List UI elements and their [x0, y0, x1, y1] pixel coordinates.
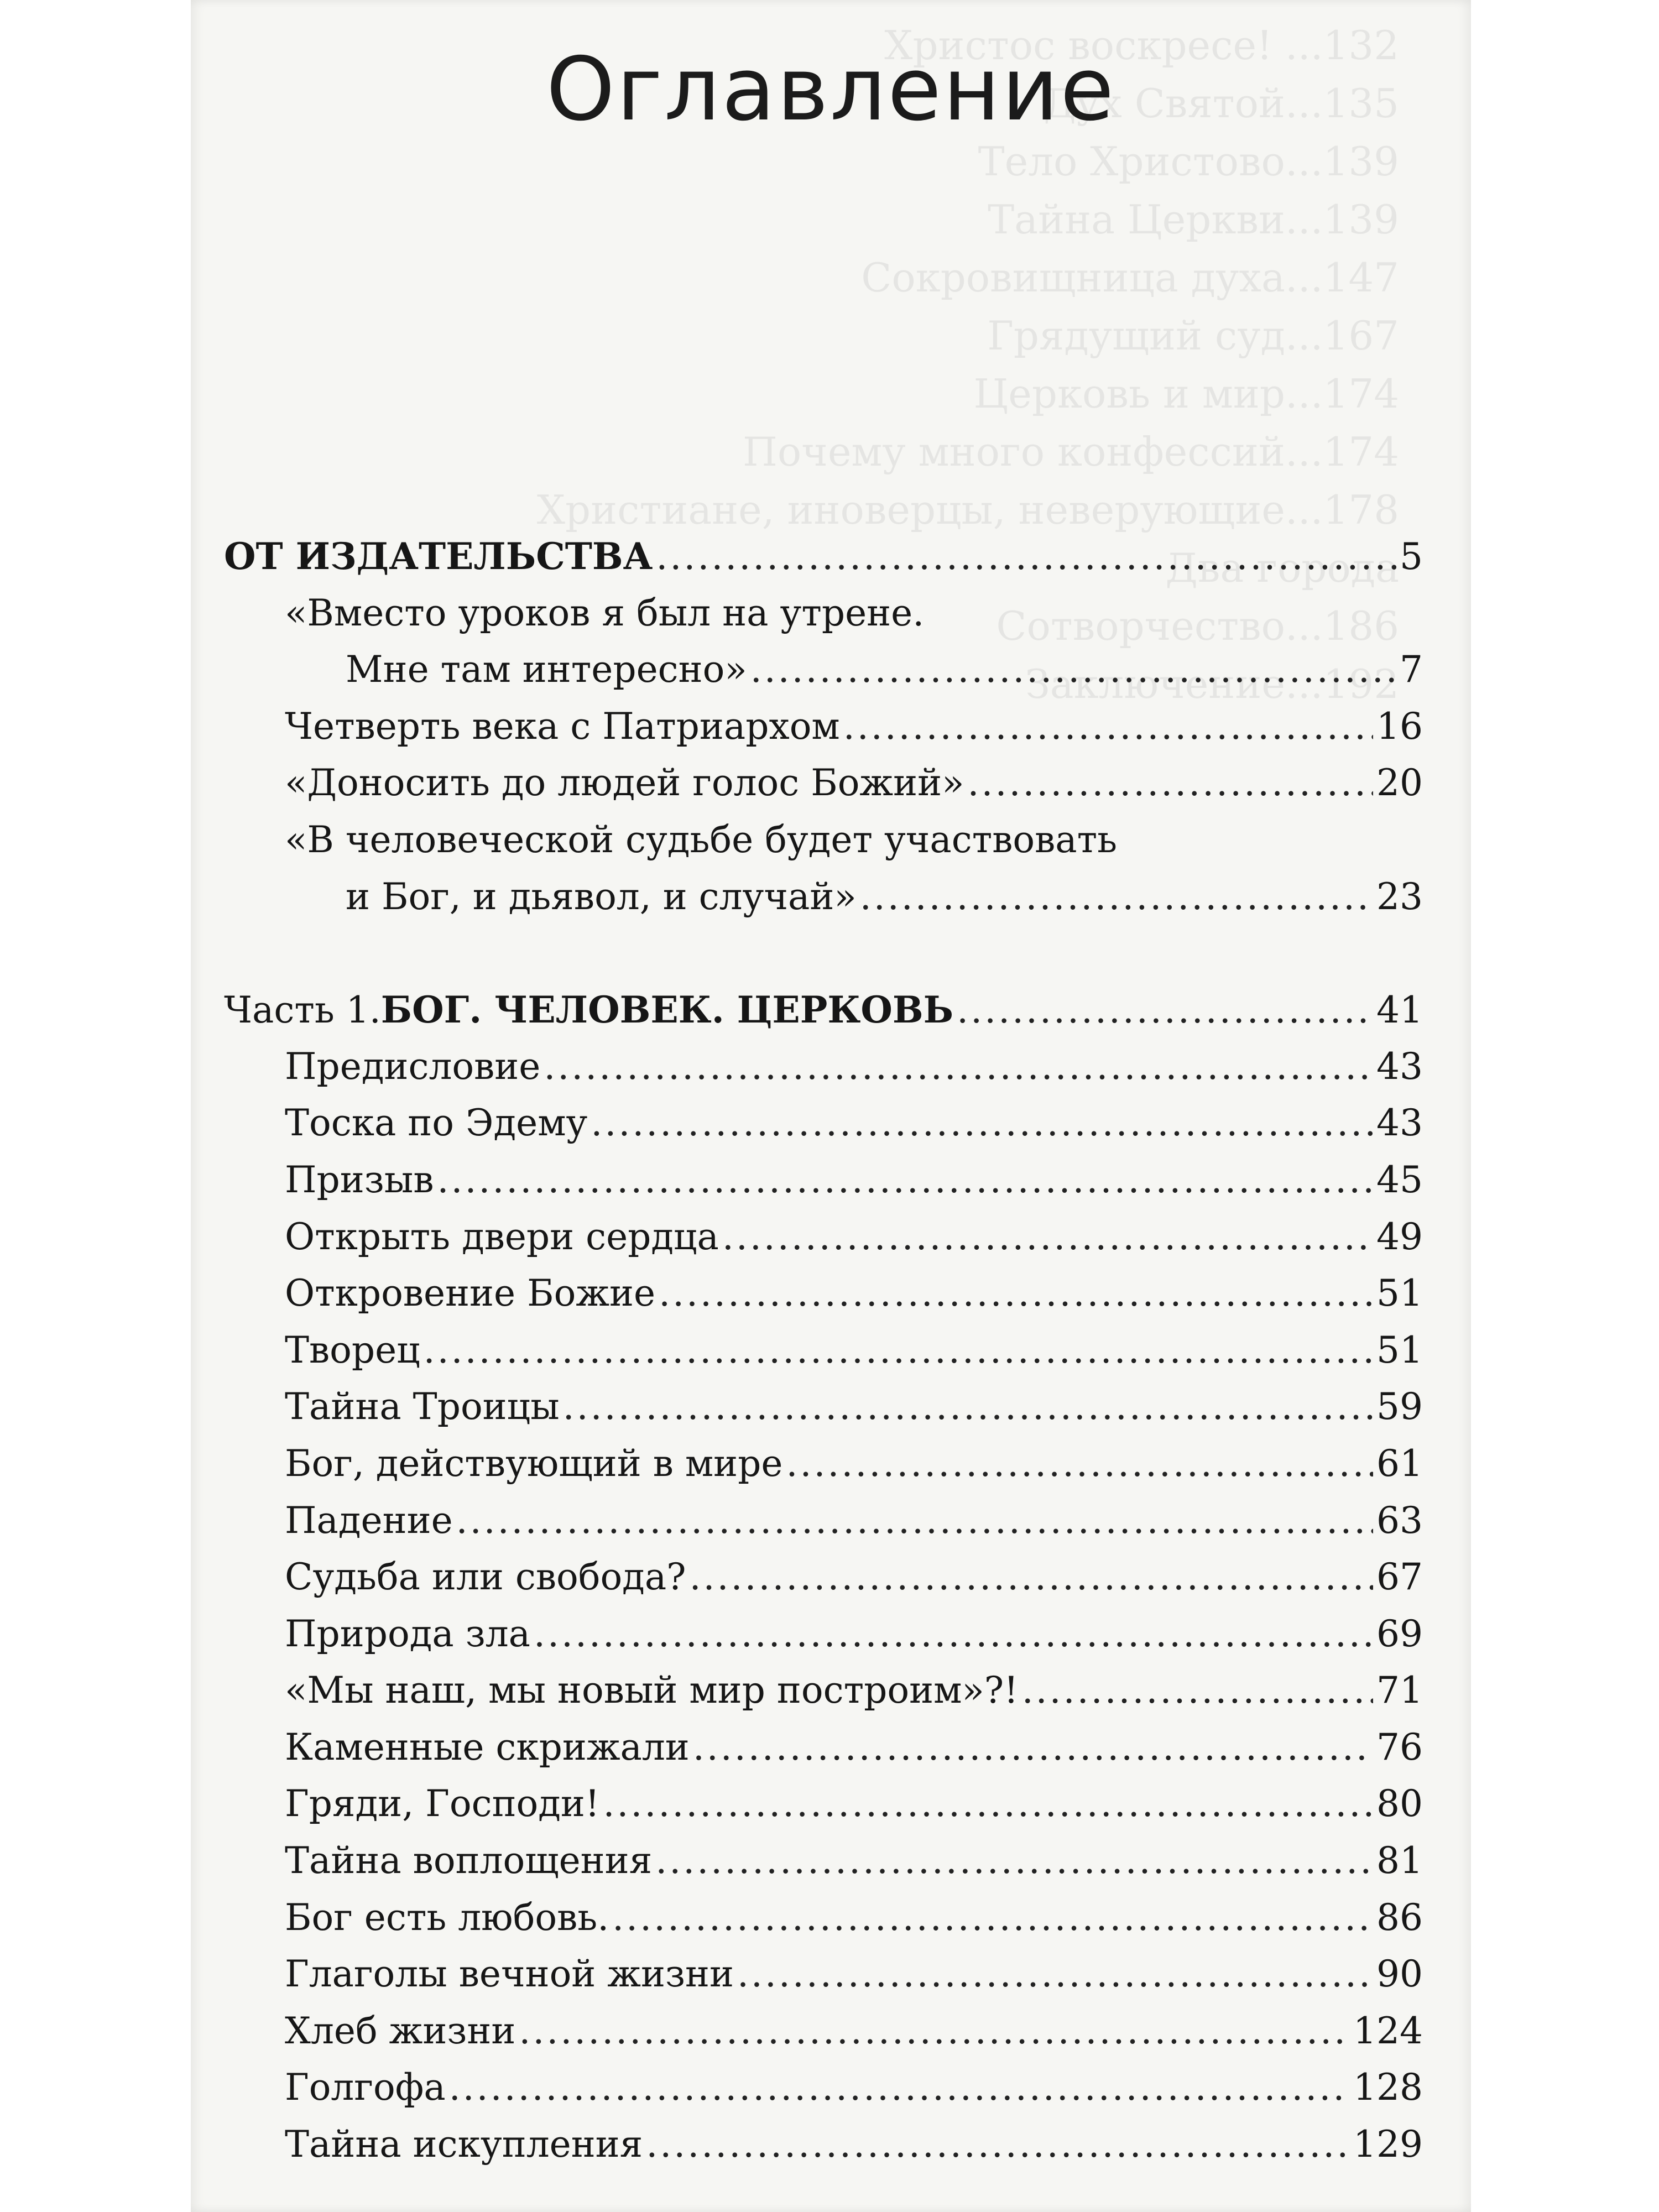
toc-page-number: 61: [1376, 1442, 1423, 1485]
dot-leader: [690, 1549, 1373, 1606]
toc-page-number: 16: [1376, 705, 1423, 748]
toc-page-number: 81: [1376, 1839, 1423, 1882]
toc-entry-label: Каменные скрижали: [285, 1725, 690, 1768]
toc-entry-label: Мне там интересно»: [346, 648, 747, 691]
toc-page-number: 5: [1400, 535, 1423, 578]
toc-page-number: 43: [1376, 1045, 1423, 1088]
toc-page-number: 51: [1376, 1328, 1423, 1371]
toc-entry: [224, 1776, 1423, 1833]
toc-entry-label: Тоска по Эдему: [285, 1102, 588, 1145]
toc-entry-label: ОТ ИЗДАТЕЛЬСТВА: [224, 535, 653, 578]
bleed-line: Христиане, иноверцы, неверующие...178: [536, 487, 1399, 533]
toc-page-number: 43: [1376, 1102, 1423, 1145]
toc-entry-label: Открыть двери сердца: [285, 1215, 719, 1258]
toc-page-number: 80: [1376, 1782, 1423, 1825]
toc-entry: [224, 1152, 1423, 1209]
toc-entry: [224, 2003, 1423, 2060]
table-of-contents: [224, 528, 1423, 2173]
bleed-line: Сотворчество...186: [996, 603, 1399, 649]
toc-entry-label: «В человеческой судьбе будет участвовать: [285, 818, 1118, 861]
toc-entry: [224, 641, 1423, 698]
toc-entry: [224, 2059, 1423, 2116]
bleed-line: Тайна Церкви...139: [988, 196, 1399, 243]
dot-leader: [659, 1265, 1373, 1322]
toc-entry-label: Хлеб жизни: [285, 2009, 516, 2052]
dot-leader: [968, 755, 1374, 812]
toc-entry-label: Творец: [285, 1328, 420, 1371]
toc-entry: [224, 1719, 1423, 1776]
bleed-line: Сокровищница духа...147: [861, 254, 1399, 301]
toc-entry-label: Призыв: [285, 1158, 434, 1201]
toc-entry-label: и Бог, и дьявол, и случай»: [346, 875, 857, 918]
toc-entry: [224, 1606, 1423, 1663]
dot-leader: [693, 1719, 1373, 1776]
bleed-line: Тело Христово...139: [978, 138, 1399, 185]
toc-entry: [224, 1833, 1423, 1890]
toc-entry: [224, 698, 1423, 755]
toc-entry: [224, 1493, 1423, 1550]
toc-entry: [224, 1209, 1423, 1266]
dot-leader: [1022, 1662, 1373, 1719]
toc-entry: [224, 755, 1423, 812]
dot-leader: [860, 869, 1373, 926]
toc-entry-label: Тайна Троицы: [285, 1385, 560, 1428]
toc-entry: [224, 2116, 1423, 2173]
toc-entry-label: Тайна искупления: [285, 2123, 643, 2166]
toc-entry-label: «Вместо уроков я был на утрене.: [285, 591, 925, 634]
toc-entry-label: Предисловие: [285, 1045, 541, 1088]
toc-entry: [224, 1039, 1423, 1095]
dot-leader: [646, 2116, 1350, 2173]
toc-page-number: 49: [1376, 1215, 1423, 1258]
bleed-line: Почему много конфессий...174: [743, 429, 1399, 475]
toc-entry-part-1: [224, 982, 1423, 1039]
toc-entry-label: Судьба или свобода?: [285, 1556, 686, 1599]
toc-entry: [224, 1436, 1423, 1493]
toc-page-number: 7: [1400, 648, 1423, 691]
toc-page-number: 45: [1376, 1158, 1423, 1201]
toc-page-number: 71: [1376, 1669, 1423, 1712]
toc-entry-label: Бог есть любовь.: [285, 1896, 609, 1939]
toc-entry-label: Откровение Божие: [285, 1272, 656, 1315]
toc-page-number: 69: [1376, 1612, 1423, 1655]
toc-part-prefix: Часть 1.: [224, 989, 381, 1032]
dot-leader: [786, 1436, 1373, 1493]
toc-entry-label: Тайна воплощения: [285, 1839, 653, 1882]
toc-entry: [224, 1379, 1423, 1436]
toc-page-number: 63: [1376, 1499, 1423, 1542]
toc-page-number: 90: [1376, 1953, 1423, 1996]
toc-page-number: 76: [1376, 1725, 1423, 1768]
dot-leader: [591, 1095, 1373, 1152]
dot-leader: [563, 1379, 1373, 1436]
toc-entry: [224, 585, 1423, 642]
book-page: [191, 0, 1471, 2212]
toc-entry-label: «Доносить до людей голос Божий»: [285, 761, 964, 805]
dot-leader: [424, 1322, 1373, 1379]
dot-leader: [456, 1493, 1373, 1550]
toc-entry-publisher: [224, 528, 1423, 585]
dot-leader: [603, 1776, 1373, 1833]
bleed-line: Дух Святой...135: [1044, 80, 1399, 127]
toc-entry: [224, 1322, 1423, 1379]
dot-leader: [437, 1152, 1373, 1209]
toc-entry: [224, 1890, 1423, 1947]
toc-entry-label: «Мы наш, мы новый мир построим»?!: [285, 1669, 1019, 1712]
toc-entry-label: Глаголы вечной жизни: [285, 1953, 734, 1996]
bleed-line: Христос воскресе! ...132: [884, 22, 1399, 69]
toc-page-number: 23: [1376, 875, 1423, 918]
dot-leader: [750, 641, 1396, 698]
toc-entry-label: Гряди, Господи!: [285, 1782, 600, 1825]
toc-entry-label: Четверть века с Патриархом: [285, 705, 840, 748]
toc-entry-label: Бог, действующий в мире: [285, 1442, 783, 1485]
dot-leader: [957, 982, 1373, 1039]
toc-entry: [224, 1946, 1423, 2003]
dot-leader: [519, 2003, 1350, 2060]
toc-entry: [224, 1549, 1423, 1606]
toc-entry-label: Голгофа: [285, 2066, 446, 2109]
dot-leader: [737, 1946, 1373, 2003]
dot-leader: [534, 1606, 1373, 1663]
dot-leader: [544, 1039, 1373, 1095]
toc-entry: [224, 812, 1423, 869]
toc-page-number: 51: [1376, 1272, 1423, 1315]
dot-leader: [656, 529, 1396, 586]
toc-page-number: 67: [1376, 1556, 1423, 1599]
dot-leader: [449, 2059, 1350, 2116]
toc-entry-label: Природа зла: [285, 1612, 531, 1655]
dot-leader: [843, 698, 1373, 755]
toc-entry: [224, 1095, 1423, 1152]
toc-page-number: 59: [1376, 1385, 1423, 1428]
toc-page-number: 86: [1376, 1896, 1423, 1939]
bleed-line: Два города: [1165, 545, 1399, 591]
toc-page-number: 129: [1353, 2123, 1423, 2166]
toc-page-number: 128: [1353, 2066, 1423, 2109]
toc-entry: [224, 1662, 1423, 1719]
toc-entry-label: Падение: [285, 1499, 453, 1542]
bleed-line: Церковь и мир...174: [973, 371, 1399, 417]
toc-page-number: 20: [1376, 761, 1423, 805]
page-title: Оглавление: [546, 39, 1116, 140]
bleed-line: Грядущий суд...167: [987, 312, 1399, 359]
dot-leader: [655, 1833, 1373, 1890]
toc-page-number: 124: [1353, 2009, 1423, 2052]
bleed-line: Заключение...192: [1025, 661, 1399, 707]
dot-leader: [612, 1890, 1373, 1947]
toc-entry: [224, 1265, 1423, 1322]
toc-entry-label: БОГ. ЧЕЛОВЕК. ЦЕРКОВЬ: [380, 988, 954, 1032]
toc-page-number: 41: [1376, 989, 1423, 1032]
toc-entry: [224, 869, 1423, 926]
dot-leader: [722, 1209, 1373, 1266]
